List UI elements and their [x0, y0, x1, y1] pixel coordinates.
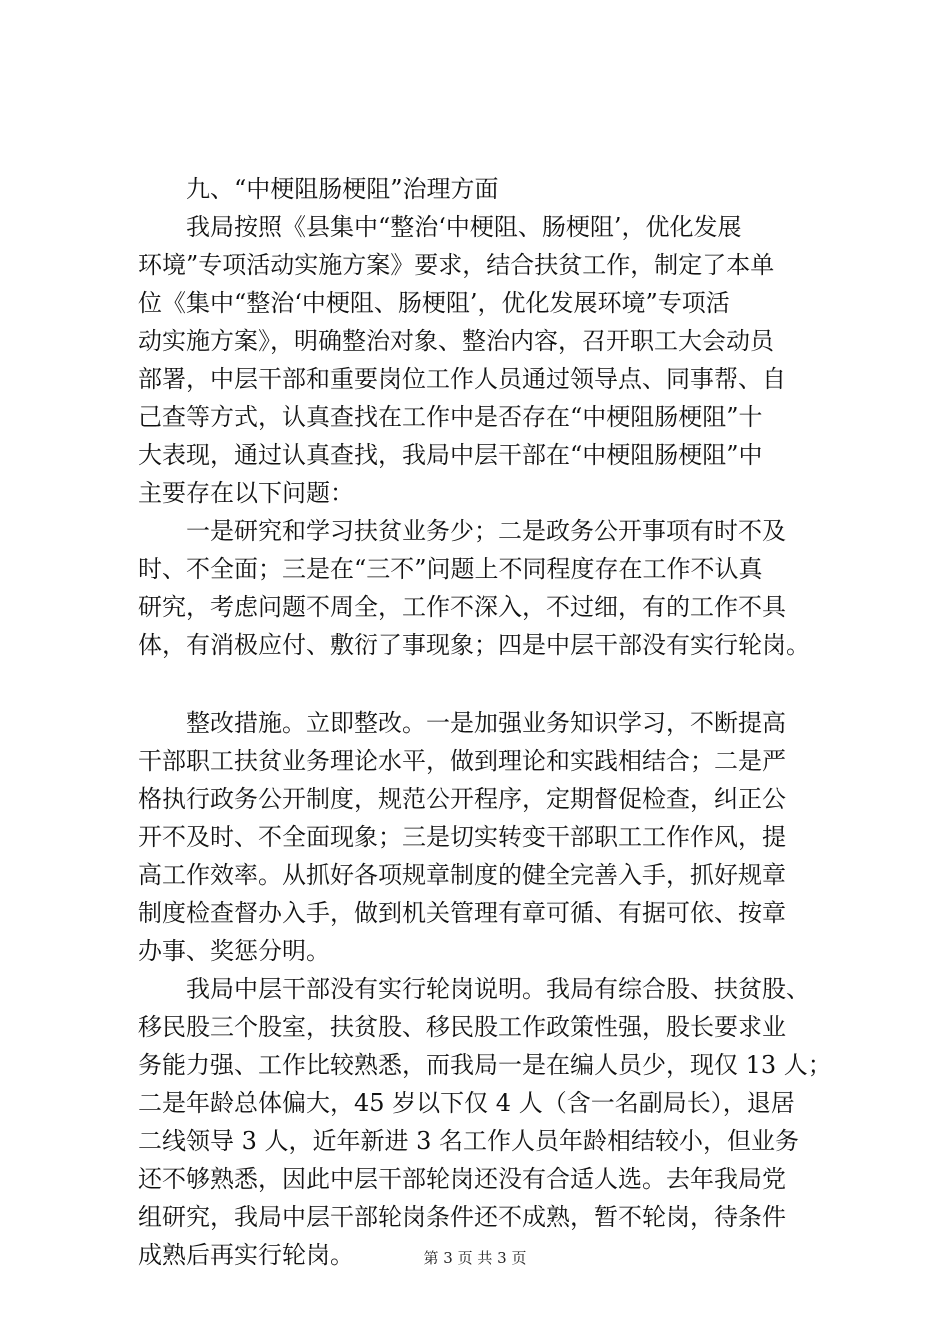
text-line: 大表现，通过认真查找，我局中层干部在“中梗阻肠梗阻”中: [138, 441, 763, 469]
page-number-footer: 第 3 页 共 3 页: [423, 1249, 527, 1267]
text-line: 主要存在以下问题：: [138, 479, 354, 507]
text-line: 务能力强、工作比较熟悉，而我局一是在编人员少，现仅 13 人；: [138, 1051, 832, 1079]
text-line: 还不够熟悉，因此中层干部轮岗还没有合适人选。去年我局党: [138, 1165, 786, 1193]
text-line: 干部职工扶贫业务理论水平，做到理论和实践相结合；二是严: [138, 747, 786, 775]
text-line: 二是年龄总体偏大，45 岁以下仅 4 人（含一名副局长），退居: [138, 1089, 795, 1117]
text-line: 成熟后再实行轮岗。: [138, 1241, 354, 1269]
text-line: 制度检查督办入手，做到机关管理有章可循、有据可依、按章: [138, 899, 786, 927]
text-line: 环境”专项活动实施方案》要求，结合扶贫工作，制定了本单: [138, 251, 775, 279]
text-line: 办事、奖惩分明。: [138, 937, 330, 965]
text-line: 位《集中“整治‘中梗阻、肠梗阻’，优化发展环境”专项活: [138, 289, 730, 317]
paragraph-problems: [138, 512, 826, 664]
paragraph-rotation-explanation: [138, 970, 832, 1274]
text-line: 移民股三个股室，扶贫股、移民股工作政策性强，股长要求业: [138, 1013, 786, 1041]
text-line: 己查等方式，认真查找在工作中是否存在“中梗阻肠梗阻”十: [138, 403, 763, 431]
text-line: 我局中层干部没有实行轮岗说明。我局有综合股、扶贫股、: [138, 975, 810, 1003]
document-body: [138, 170, 832, 1274]
text-line: 研究，考虑问题不周全，工作不深入，不过细，有的工作不具: [138, 593, 786, 621]
paragraph-gap: [138, 664, 826, 704]
text-line: 动实施方案》，明确整治对象、整治内容，召开职工大会动员: [138, 327, 774, 355]
text-line: 体，有消极应付、敷衍了事现象；四是中层干部没有实行轮岗。: [138, 631, 810, 659]
text-line: 整改措施。立即整改。一是加强业务知识学习，不断提高: [138, 709, 786, 737]
text-line: 部署，中层干部和重要岗位工作人员通过领导点、同事帮、自: [138, 365, 786, 393]
text-line: 开不及时、不全面现象；三是切实转变干部职工工作作风，提: [138, 823, 786, 851]
text-line: 格执行政务公开制度，规范公开程序，定期督促检查，纠正公: [138, 785, 786, 813]
text-line: 时、不全面；三是在“三不”问题上不同程度存在工作不认真: [138, 555, 763, 583]
text-line: 我局按照《县集中“整治‘中梗阻、肠梗阻’，优化发展: [138, 213, 742, 241]
paragraph-rectification-approach: [138, 208, 826, 512]
text-line: 二线领导 3 人，近年新进 3 名工作人员年龄相结较小，但业务: [138, 1127, 800, 1155]
section-heading: 九、“中梗阻肠梗阻”治理方面: [138, 175, 499, 203]
text-line: 组研究，我局中层干部轮岗条件还不成熟，暂不轮岗，待条件: [138, 1203, 786, 1231]
text-line: 一是研究和学习扶贫业务少；二是政务公开事项有时不及: [138, 517, 786, 545]
paragraph-rectification-measures: [138, 704, 826, 970]
text-line: 高工作效率。从抓好各项规章制度的健全完善入手，抓好规章: [138, 861, 786, 889]
